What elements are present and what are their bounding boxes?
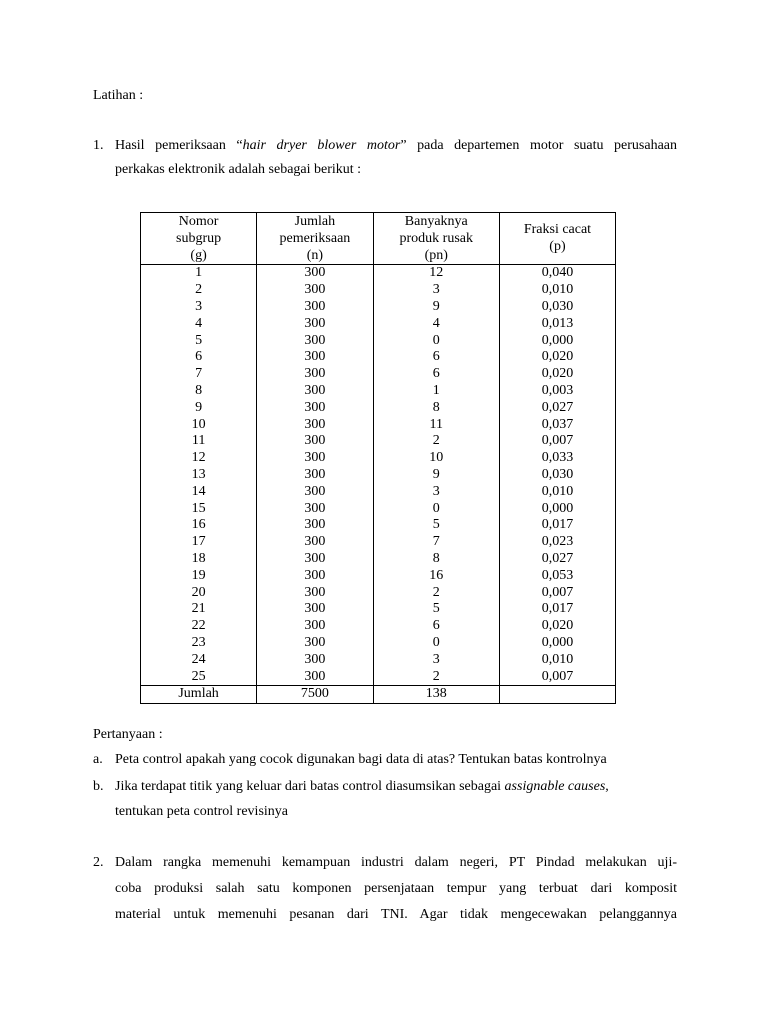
subgroup-cell: 16 <box>141 517 257 534</box>
total-label: Jumlah <box>141 686 257 704</box>
fraction-cell: 0,010 <box>499 484 615 501</box>
table-row <box>141 400 616 417</box>
defective-cell: 1 <box>373 383 499 400</box>
table-row <box>141 467 616 484</box>
subgroup-cell: 15 <box>141 501 257 518</box>
question-b-text-before: Jika terdapat titik yang keluar dari batas control diasumsikan sebagai <box>115 779 505 794</box>
header-subgroup: Nomor subgrup (g) <box>141 213 257 265</box>
fraction-cell: 0,023 <box>499 534 615 551</box>
table-row <box>141 534 616 551</box>
total-fraction <box>499 686 615 704</box>
subgroup-cell: 8 <box>141 383 257 400</box>
question-2-line-1: Dalam rangka memenuhi kemampuan industri dalam negeri, PT Pindad melakukan uji- <box>115 855 677 870</box>
table-row <box>141 417 616 434</box>
defective-cell: 8 <box>373 551 499 568</box>
table-row <box>141 265 616 282</box>
subgroup-cell: 24 <box>141 652 257 669</box>
question-b-label: b. <box>93 779 104 794</box>
defective-cell: 2 <box>373 585 499 602</box>
table-row <box>141 366 616 383</box>
subgroup-cell: 2 <box>141 282 257 299</box>
fraction-cell: 0,017 <box>499 601 615 618</box>
fraction-cell: 0,053 <box>499 568 615 585</box>
fraction-cell: 0,027 <box>499 400 615 417</box>
table-row <box>141 635 616 652</box>
fraction-cell: 0,033 <box>499 450 615 467</box>
defective-cell: 3 <box>373 282 499 299</box>
total-inspected: 7500 <box>257 686 373 704</box>
subgroup-cell: 9 <box>141 400 257 417</box>
subgroup-cell: 13 <box>141 467 257 484</box>
defective-cell: 11 <box>373 417 499 434</box>
subgroup-cell: 5 <box>141 333 257 350</box>
table-row <box>141 652 616 669</box>
fraction-cell: 0,010 <box>499 282 615 299</box>
inspected-cell: 300 <box>257 366 373 383</box>
fraction-cell: 0,000 <box>499 333 615 350</box>
defect-data-table <box>140 212 616 704</box>
question-a-text: Peta control apakah yang cocok digunakan bagi data di atas? Tentukan batas kontrolnya <box>115 752 607 767</box>
inspected-cell: 300 <box>257 383 373 400</box>
subgroup-cell: 10 <box>141 417 257 434</box>
table-row <box>141 517 616 534</box>
inspected-cell: 300 <box>257 282 373 299</box>
inspected-cell: 300 <box>257 467 373 484</box>
inspected-cell: 300 <box>257 669 373 686</box>
defective-cell: 8 <box>373 400 499 417</box>
fraction-cell: 0,020 <box>499 618 615 635</box>
inspected-cell: 300 <box>257 534 373 551</box>
question-2-line-2: coba produksi salah satu komponen persenjataan tempur yang terbuat dari komposit <box>115 881 677 896</box>
subgroup-cell: 25 <box>141 669 257 686</box>
defective-cell: 6 <box>373 349 499 366</box>
table-row <box>141 450 616 467</box>
inspected-cell: 300 <box>257 551 373 568</box>
inspected-cell: 300 <box>257 450 373 467</box>
defective-cell: 0 <box>373 333 499 350</box>
fraction-cell: 0,027 <box>499 551 615 568</box>
fraction-cell: 0,007 <box>499 669 615 686</box>
table-header-row <box>141 213 616 265</box>
table-row <box>141 551 616 568</box>
inspected-cell: 300 <box>257 601 373 618</box>
fraction-cell: 0,007 <box>499 585 615 602</box>
table-row <box>141 484 616 501</box>
table-row <box>141 349 616 366</box>
defective-cell: 6 <box>373 366 499 383</box>
defective-cell: 4 <box>373 316 499 333</box>
fraction-cell: 0,013 <box>499 316 615 333</box>
fraction-cell: 0,017 <box>499 517 615 534</box>
defective-cell: 5 <box>373 601 499 618</box>
defective-cell: 5 <box>373 517 499 534</box>
fraction-cell: 0,010 <box>499 652 615 669</box>
defective-cell: 6 <box>373 618 499 635</box>
question-b-line-2: tentukan peta control revisinya <box>115 804 288 819</box>
inspected-cell: 300 <box>257 585 373 602</box>
inspected-cell: 300 <box>257 316 373 333</box>
question-1-line-2: perkakas elektronik adalah sebagai berikut : <box>115 162 362 177</box>
header-defective: Banyaknya produk rusak (pn) <box>373 213 499 265</box>
inspected-cell: 300 <box>257 417 373 434</box>
question-2-line-3: material untuk memenuhi pesanan dari TNI. Agar tidak mengecewakan pelanggannya <box>115 907 677 922</box>
inspected-cell: 300 <box>257 333 373 350</box>
subgroup-cell: 14 <box>141 484 257 501</box>
table-row <box>141 601 616 618</box>
inspected-cell: 300 <box>257 433 373 450</box>
defective-cell: 7 <box>373 534 499 551</box>
fraction-cell: 0,020 <box>499 366 615 383</box>
subgroup-cell: 18 <box>141 551 257 568</box>
table-row <box>141 383 616 400</box>
subgroup-cell: 4 <box>141 316 257 333</box>
subgroup-cell: 19 <box>141 568 257 585</box>
defective-cell: 2 <box>373 669 499 686</box>
question-1-text-after: ” pada departemen motor suatu perusahaan <box>400 138 678 153</box>
fraction-cell: 0,030 <box>499 299 615 316</box>
subgroup-cell: 11 <box>141 433 257 450</box>
fraction-cell: 0,000 <box>499 501 615 518</box>
fraction-cell: 0,003 <box>499 383 615 400</box>
inspected-cell: 300 <box>257 400 373 417</box>
table-row <box>141 433 616 450</box>
exercise-heading: Latihan : <box>93 88 144 103</box>
subgroup-cell: 7 <box>141 366 257 383</box>
inspected-cell: 300 <box>257 652 373 669</box>
table-row <box>141 585 616 602</box>
question-1-line-1 <box>93 138 677 154</box>
fraction-cell: 0,007 <box>499 433 615 450</box>
inspected-cell: 300 <box>257 299 373 316</box>
inspected-cell: 300 <box>257 349 373 366</box>
table-row <box>141 618 616 635</box>
subgroup-cell: 3 <box>141 299 257 316</box>
subgroup-cell: 12 <box>141 450 257 467</box>
subgroup-cell: 1 <box>141 265 257 282</box>
inspected-cell: 300 <box>257 484 373 501</box>
header-defect-fraction: Fraksi cacat (p) <box>499 213 615 265</box>
fraction-cell: 0,040 <box>499 265 615 282</box>
questions-title: Pertanyaan : <box>93 727 163 742</box>
defective-cell: 9 <box>373 299 499 316</box>
fraction-cell: 0,000 <box>499 635 615 652</box>
table-row <box>141 333 616 350</box>
subgroup-cell: 6 <box>141 349 257 366</box>
table-total-row <box>141 686 616 704</box>
defective-cell: 3 <box>373 652 499 669</box>
inspected-cell: 300 <box>257 501 373 518</box>
table-row <box>141 669 616 686</box>
inspected-cell: 300 <box>257 265 373 282</box>
table-row <box>141 282 616 299</box>
subgroup-cell: 21 <box>141 601 257 618</box>
question-2-number: 2. <box>93 855 104 870</box>
table-row <box>141 568 616 585</box>
inspected-cell: 300 <box>257 517 373 534</box>
table-row <box>141 299 616 316</box>
inspected-cell: 300 <box>257 618 373 635</box>
header-inspected: Jumlah pemeriksaan (n) <box>257 213 373 265</box>
fraction-cell: 0,037 <box>499 417 615 434</box>
subgroup-cell: 20 <box>141 585 257 602</box>
defective-cell: 3 <box>373 484 499 501</box>
table-row <box>141 316 616 333</box>
defective-cell: 0 <box>373 501 499 518</box>
fraction-cell: 0,020 <box>499 349 615 366</box>
defective-cell: 16 <box>373 568 499 585</box>
defective-cell: 9 <box>373 467 499 484</box>
subgroup-cell: 22 <box>141 618 257 635</box>
table-row <box>141 501 616 518</box>
inspected-cell: 300 <box>257 568 373 585</box>
question-a-label: a. <box>93 752 103 767</box>
defective-cell: 0 <box>373 635 499 652</box>
fraction-cell: 0,030 <box>499 467 615 484</box>
subgroup-cell: 23 <box>141 635 257 652</box>
question-b-text-after: , <box>605 779 609 794</box>
total-defective: 138 <box>373 686 499 704</box>
defective-cell: 2 <box>373 433 499 450</box>
defective-cell: 10 <box>373 450 499 467</box>
question-b-italic-term: assignable causes <box>504 779 606 794</box>
question-1-italic-term: hair dryer blower motor <box>242 138 401 153</box>
question-1-text-before: Hasil pemeriksaan “ <box>115 138 243 153</box>
question-a <box>93 752 607 768</box>
inspected-cell: 300 <box>257 635 373 652</box>
defective-cell: 12 <box>373 265 499 282</box>
question-1-number: 1. <box>93 138 104 153</box>
subgroup-cell: 17 <box>141 534 257 551</box>
question-b <box>93 779 677 795</box>
